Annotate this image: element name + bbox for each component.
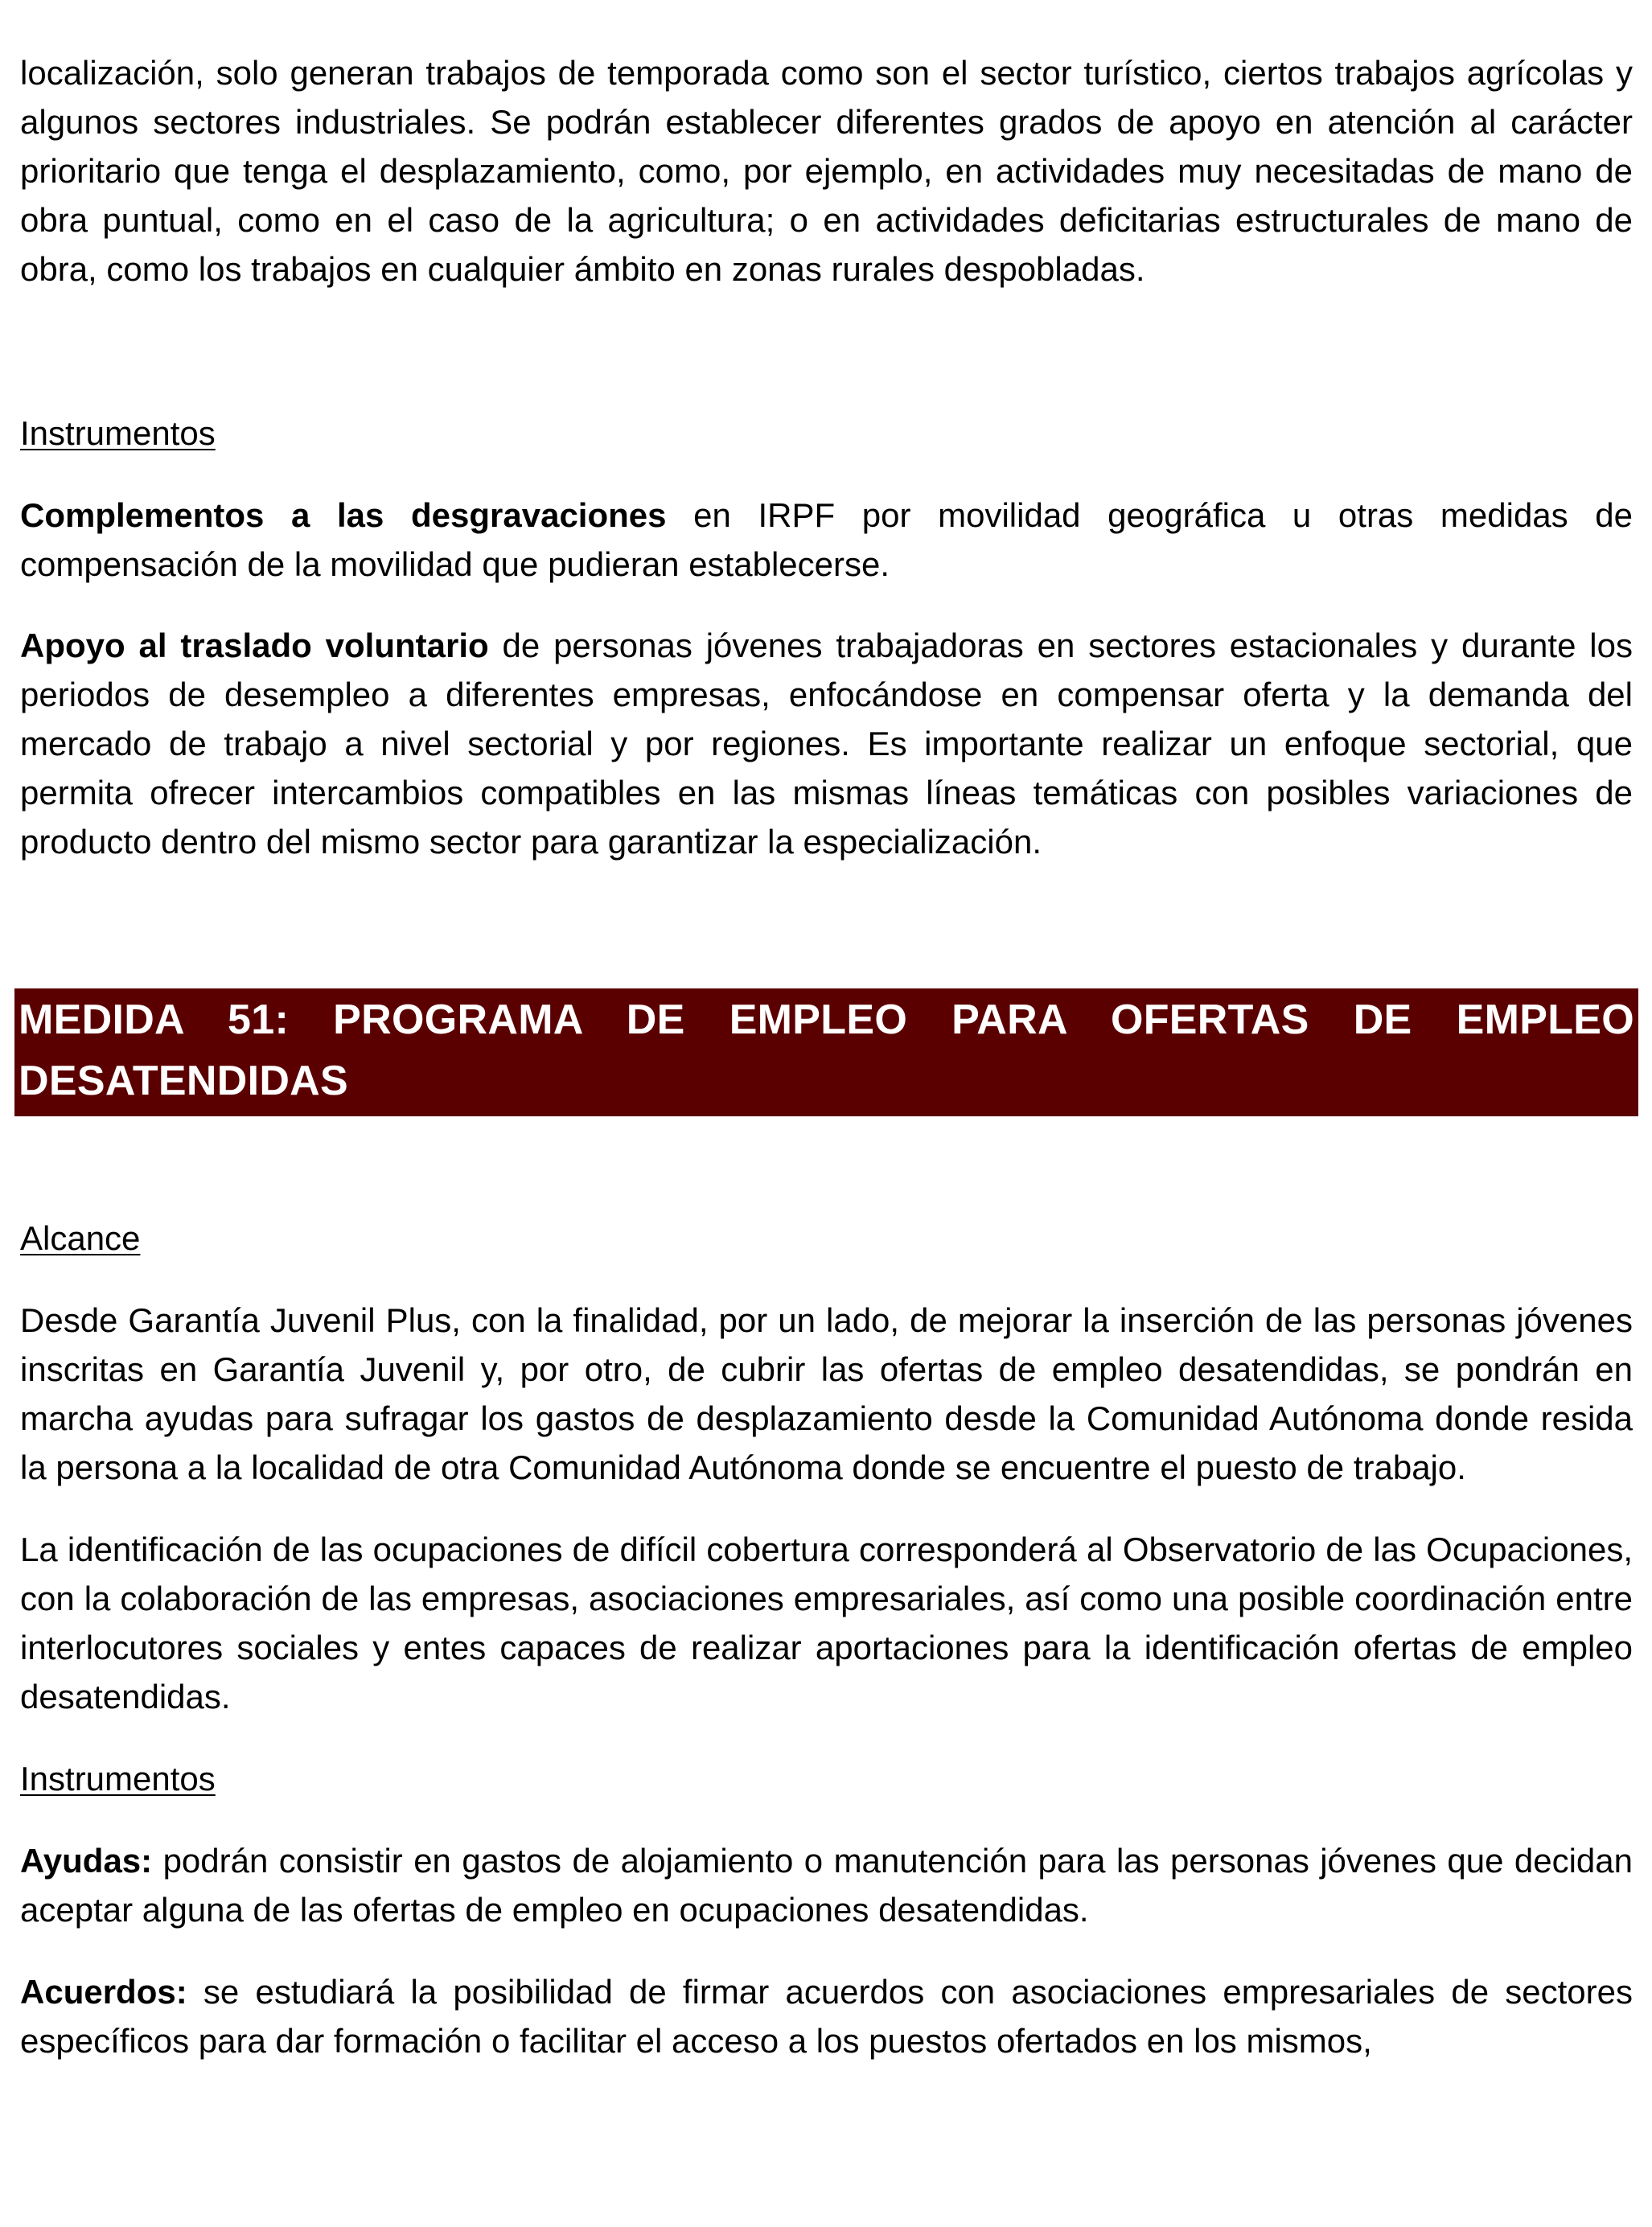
alcance-paragraph: Desde Garantía Juvenil Plus, con la finalidad, por un lado, de mejorar la inserción de las personas jóvenes inscritas en Garantía Juvenil y, por otro, de cubrir las ofertas de empleo desatendidas, se pondrán en marcha ayudas para sufragar los gastos de desplazamiento desde la Comunidad Autónoma donde resida la persona a la localidad de otra Comunidad Autónoma donde se encuentre el puesto de trabajo.	[20, 1301, 1633, 1486]
instrument-item-text: en IRPF por movilidad geográfica u otras medidas de compensación de la movilidad que pudieran establecerse.	[20, 496, 1634, 583]
instrumentos-heading: Instrumentos	[20, 414, 216, 452]
instrument-item-acuerdos	[20, 1967, 1633, 2065]
document-page	[20, 48, 1633, 2065]
instrument-item-text: se estudiará la posibilidad de firmar acuerdos con asociaciones empresariales de sectores específicos para dar formación o facilitar el acceso a los puestos ofertados en los mismos,	[20, 1973, 1633, 2060]
instrument-item-bold: Acuerdos:	[20, 1973, 187, 2011]
instrument-item-text: podrán consistir en gastos de alojamiento o manutención para las personas jóvenes que decidan aceptar alguna de las ofertas de empleo en ocupaciones desatendidas.	[20, 1842, 1633, 1929]
instrument-item-bold: Apoyo al traslado voluntario	[20, 627, 489, 664]
instrument-item-ayudas	[20, 1836, 1633, 1934]
instrument-item-text: de personas jóvenes trabajadoras en sectores estacionales y durante los periodos de desempleo a diferentes empresas, enfocándose en compensar oferta y la demanda del mercado de trabajo a nivel sectorial y por regiones. Es importante realizar un enfoque sectorial, que permita ofrecer intercambios compatibles en las mismas líneas temáticas con posibles variaciones de producto dentro del mismo sector para garantizar la especialización.	[20, 627, 1633, 861]
instrument-item-bold: Complementos a las desgravaciones	[20, 496, 667, 534]
instrument-item-traslado	[20, 621, 1633, 866]
intro-paragraph: localización, solo generan trabajos de temporada como son el sector turístico, ciertos trabajos agrícolas y algunos sectores industriales. Se podrán establecer diferentes grados de apoyo en atención al carácter prioritario que tenga el desplazamiento, como, por ejemplo, en actividades muy necesitadas de mano de obra puntual, como en el caso de la agricultura; o en actividades deficitarias estructurales de mano de obra, como los trabajos en cualquier ámbito en zonas rurales despobladas.	[20, 54, 1633, 288]
medida-title-banner: MEDIDA 51: PROGRAMA DE EMPLEO PARA OFERTAS DE EMPLEO DESATENDIDAS	[14, 988, 1638, 1116]
alcance-paragraph: La identificación de las ocupaciones de difícil cobertura corresponderá al Observatorio de las Ocupaciones, con la colaboración de las empresas, asociaciones empresariales, así como una posible coordinación entre interlocutores sociales y entes capaces de realizar aportaciones para la identificación ofertas de empleo desatendidas.	[20, 1531, 1633, 1715]
instrument-item-desgravaciones	[20, 491, 1633, 589]
instrumentos-heading: Instrumentos	[20, 1760, 216, 1798]
instrument-item-bold: Ayudas:	[20, 1842, 153, 1880]
alcance-heading: Alcance	[20, 1219, 141, 1257]
